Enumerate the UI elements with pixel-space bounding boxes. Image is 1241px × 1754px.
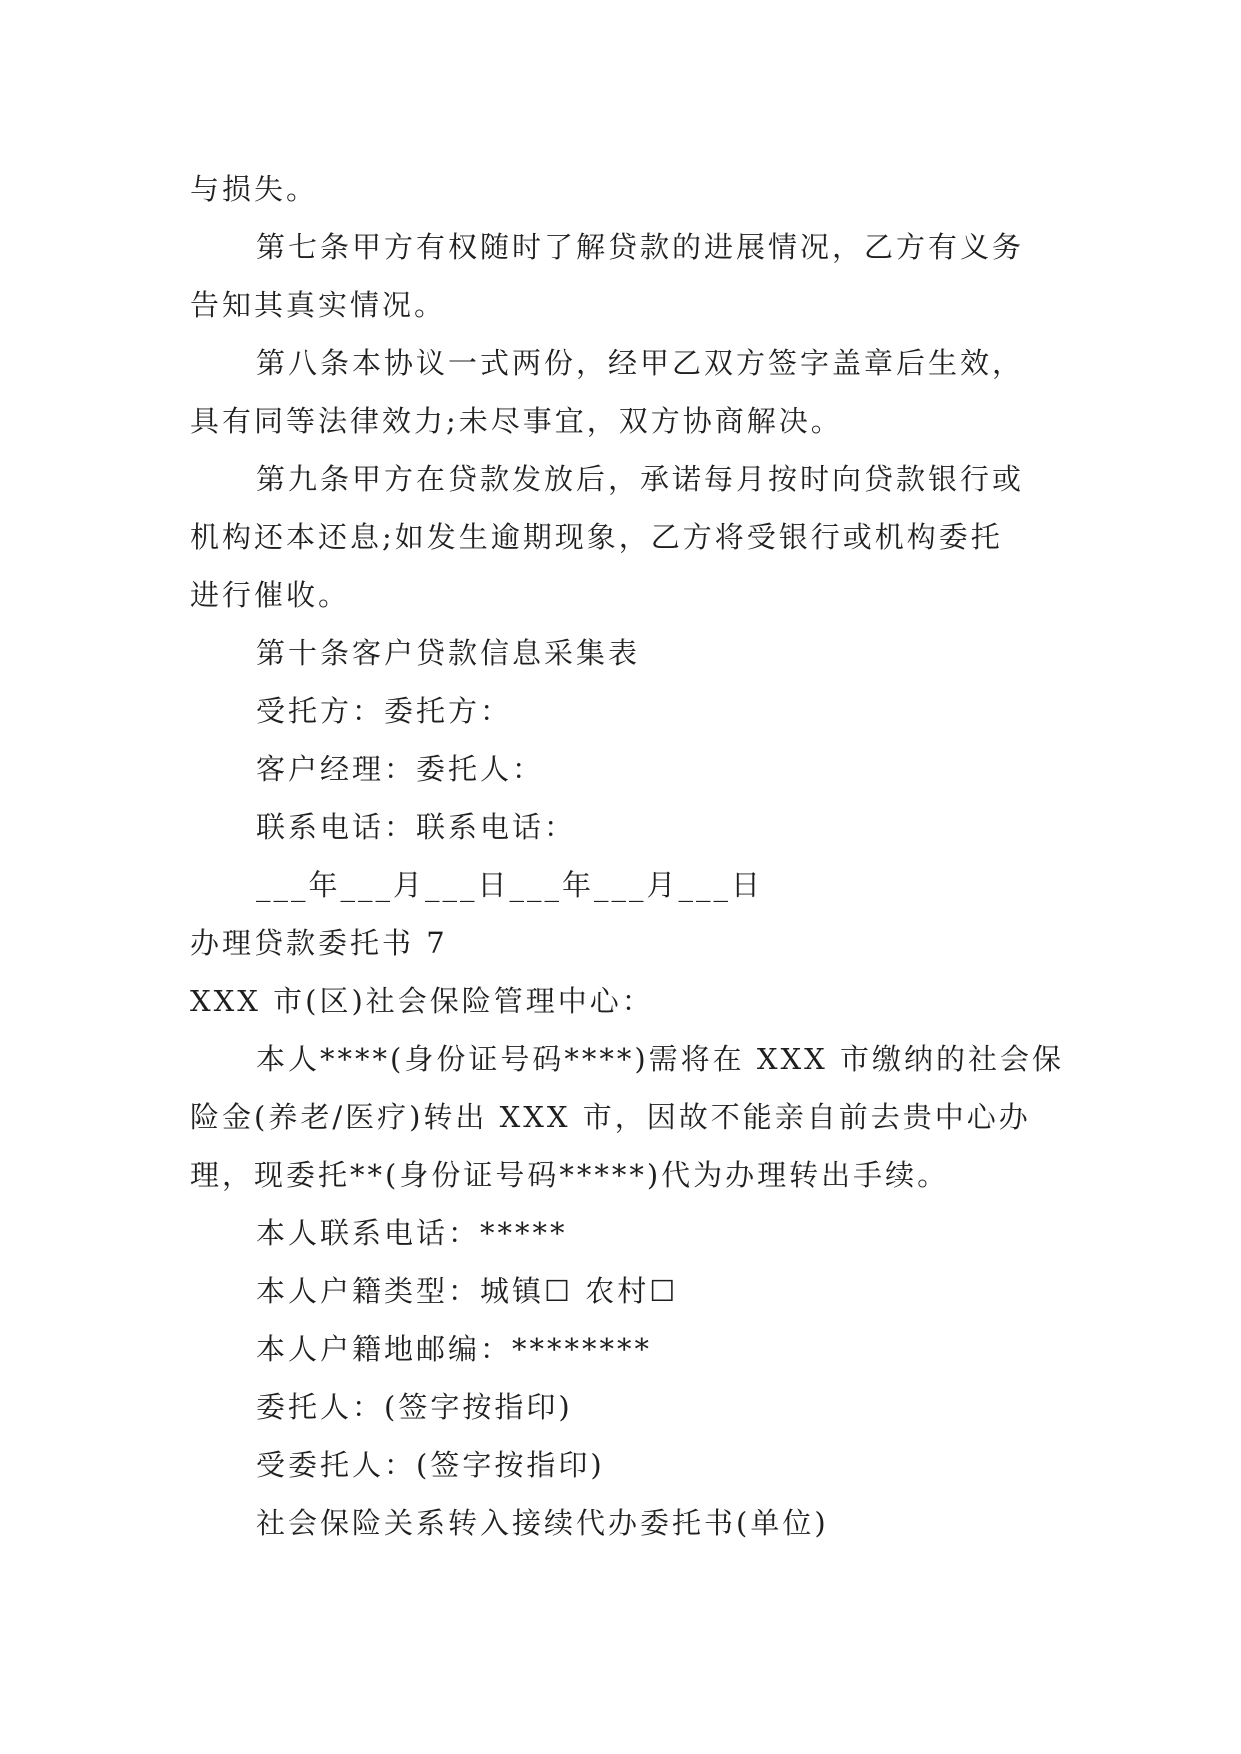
phone-line: 联系电话：联系电话： bbox=[256, 810, 577, 844]
postcode-line: 本人户籍地邮编：******** bbox=[256, 1332, 653, 1366]
section-title: 办理贷款委托书 7 bbox=[190, 926, 448, 960]
article-7-line-2: 告知其真实情况。 bbox=[190, 288, 447, 322]
body-line-2: 险金(养老/医疗)转出 XXX 市，因故不能亲自前去贵中心办 bbox=[190, 1100, 1031, 1134]
article-9-line-2: 机构还本还息;如发生逾期现象，乙方将受银行或机构委托 bbox=[190, 520, 1003, 554]
date-line: ___年___月___日___年___月___日 bbox=[256, 868, 764, 902]
body-line-1: 本人****(身份证号码****)需将在 XXX 市缴纳的社会保 bbox=[256, 1042, 1065, 1076]
article-10-heading: 第十条客户贷款信息采集表 bbox=[256, 636, 641, 670]
trustee-line: 受托方：委托方： bbox=[256, 694, 513, 728]
article-9-line-3: 进行催收。 bbox=[190, 578, 351, 612]
own-phone-line: 本人联系电话：***** bbox=[256, 1216, 568, 1250]
document-body bbox=[190, 160, 1065, 1552]
article-8-line-2: 具有同等法律效力;未尽事宜，双方协商解决。 bbox=[190, 404, 843, 438]
body-line-3: 理，现委托**(身份证号码*****)代为办理转出手续。 bbox=[190, 1158, 950, 1192]
manager-line: 客户经理：委托人： bbox=[256, 752, 545, 786]
article-8-line-1: 第八条本协议一式两份，经甲乙双方签字盖章后生效， bbox=[256, 346, 1025, 380]
text-line: 与损失。 bbox=[190, 172, 319, 206]
principal-signature-line: 委托人：(签字按指印) bbox=[256, 1390, 573, 1424]
agent-signature-line: 受委托人：(签字按指印) bbox=[256, 1448, 605, 1482]
article-9-line-1: 第九条甲方在贷款发放后，承诺每月按时向贷款银行或 bbox=[256, 462, 1025, 496]
recipient-line: XXX 市(区)社会保险管理中心： bbox=[190, 984, 654, 1018]
article-7-line-1: 第七条甲方有权随时了解贷款的进展情况，乙方有义务 bbox=[256, 230, 1025, 264]
household-type-line: 本人户籍类型：城镇☐ 农村☐ bbox=[256, 1274, 679, 1308]
closing-title-line: 社会保险关系转入接续代办委托书(单位) bbox=[256, 1506, 829, 1540]
